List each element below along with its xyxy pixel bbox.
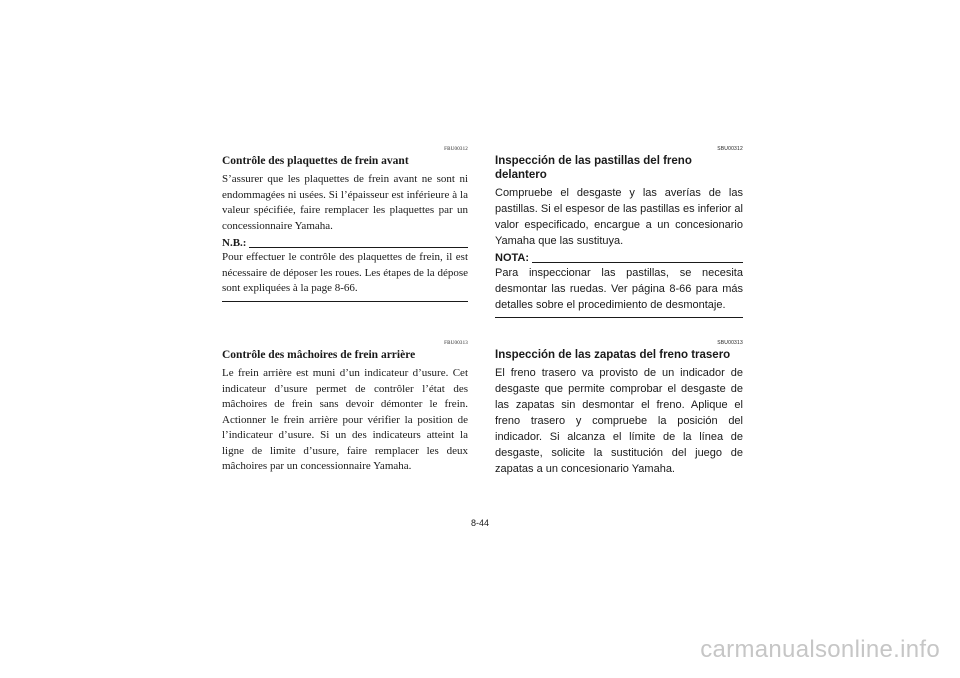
section-body: El freno trasero va provisto de un indicador de desgaste que permite comprobar el desgaste de las zapatas sin desmontar el freno. Aplique el freno trasero y compruebe la posición del indicador. Si alcanza el límite de la línea de desgaste, solicite la sustitución del juego de zapatas a un concesionario Yamaha. [495,367,743,475]
section-body: Le frein arrière est muni d’un indicateur d’usure. Cet indicateur d’usure permet de contrôler l’état des mâchoires de frein sans devoir démonter le frein. Actionner le frein arrière pour vérifier la position de l’indicateur d’usure. Si un des indicateurs atteint la ligne de limite d’usure, faire remplacer les deux mâchoires par un concessionnaire Yamaha. [222,367,468,472]
note-label: N.B.: [222,237,247,249]
note-rule [249,247,468,248]
section-title: Contrôle des mâchoires de frein arrière [222,349,416,361]
section-code: FBU00313 [444,341,468,346]
section-title: Inspección de las zapatas del freno trasero [495,349,731,361]
note-header [495,252,743,265]
section-code: FBU00312 [444,147,468,152]
note-label: NOTA: [495,252,530,264]
note-rule [532,262,743,263]
spanish-section-rear-brake-shoes [495,340,743,477]
section-code: SBU00313 [717,340,743,346]
french-section-front-brake-pads [222,146,468,302]
section-body: Compruebe el desgaste y las averías de las pastillas. Si el espesor de las pastillas es inferior al valor especificado, encargue a un concesionario Yamaha que las sustituya. [495,187,743,247]
page-number: 8-44 [470,518,489,528]
french-section-rear-brake-shoes [222,340,468,475]
note-body: Pour effectuer le contrôle des plaquettes de frein, il est nécessaire de déposer les roues. Les étapes de la dépose sont expliquées à la page 8-66. [222,251,468,294]
note-end-rule [222,301,468,302]
spanish-section-front-brake-pads [495,146,743,318]
note-header [222,237,468,250]
note-body: Para inspeccionar las pastillas, se necesita desmontar las ruedas. Ver página 8-66 para más detalles sobre el procedimiento de desmontaje. [495,267,743,311]
watermark: carmanualsonline.info [700,636,940,663]
section-body: S’assurer que les plaquettes de frein avant ne sont ni endommagées ni usées. Si l’épaisseur est inférieure à la valeur spécifiée, faire remplacer les plaquettes par un concessionnaire Yamaha. [222,173,468,232]
note-end-rule [495,317,743,318]
section-title: Contrôle des plaquettes de frein avant [222,155,409,167]
section-title: Inspección de las pastillas del freno delantero [495,155,692,181]
section-code: SBU00312 [717,146,743,152]
